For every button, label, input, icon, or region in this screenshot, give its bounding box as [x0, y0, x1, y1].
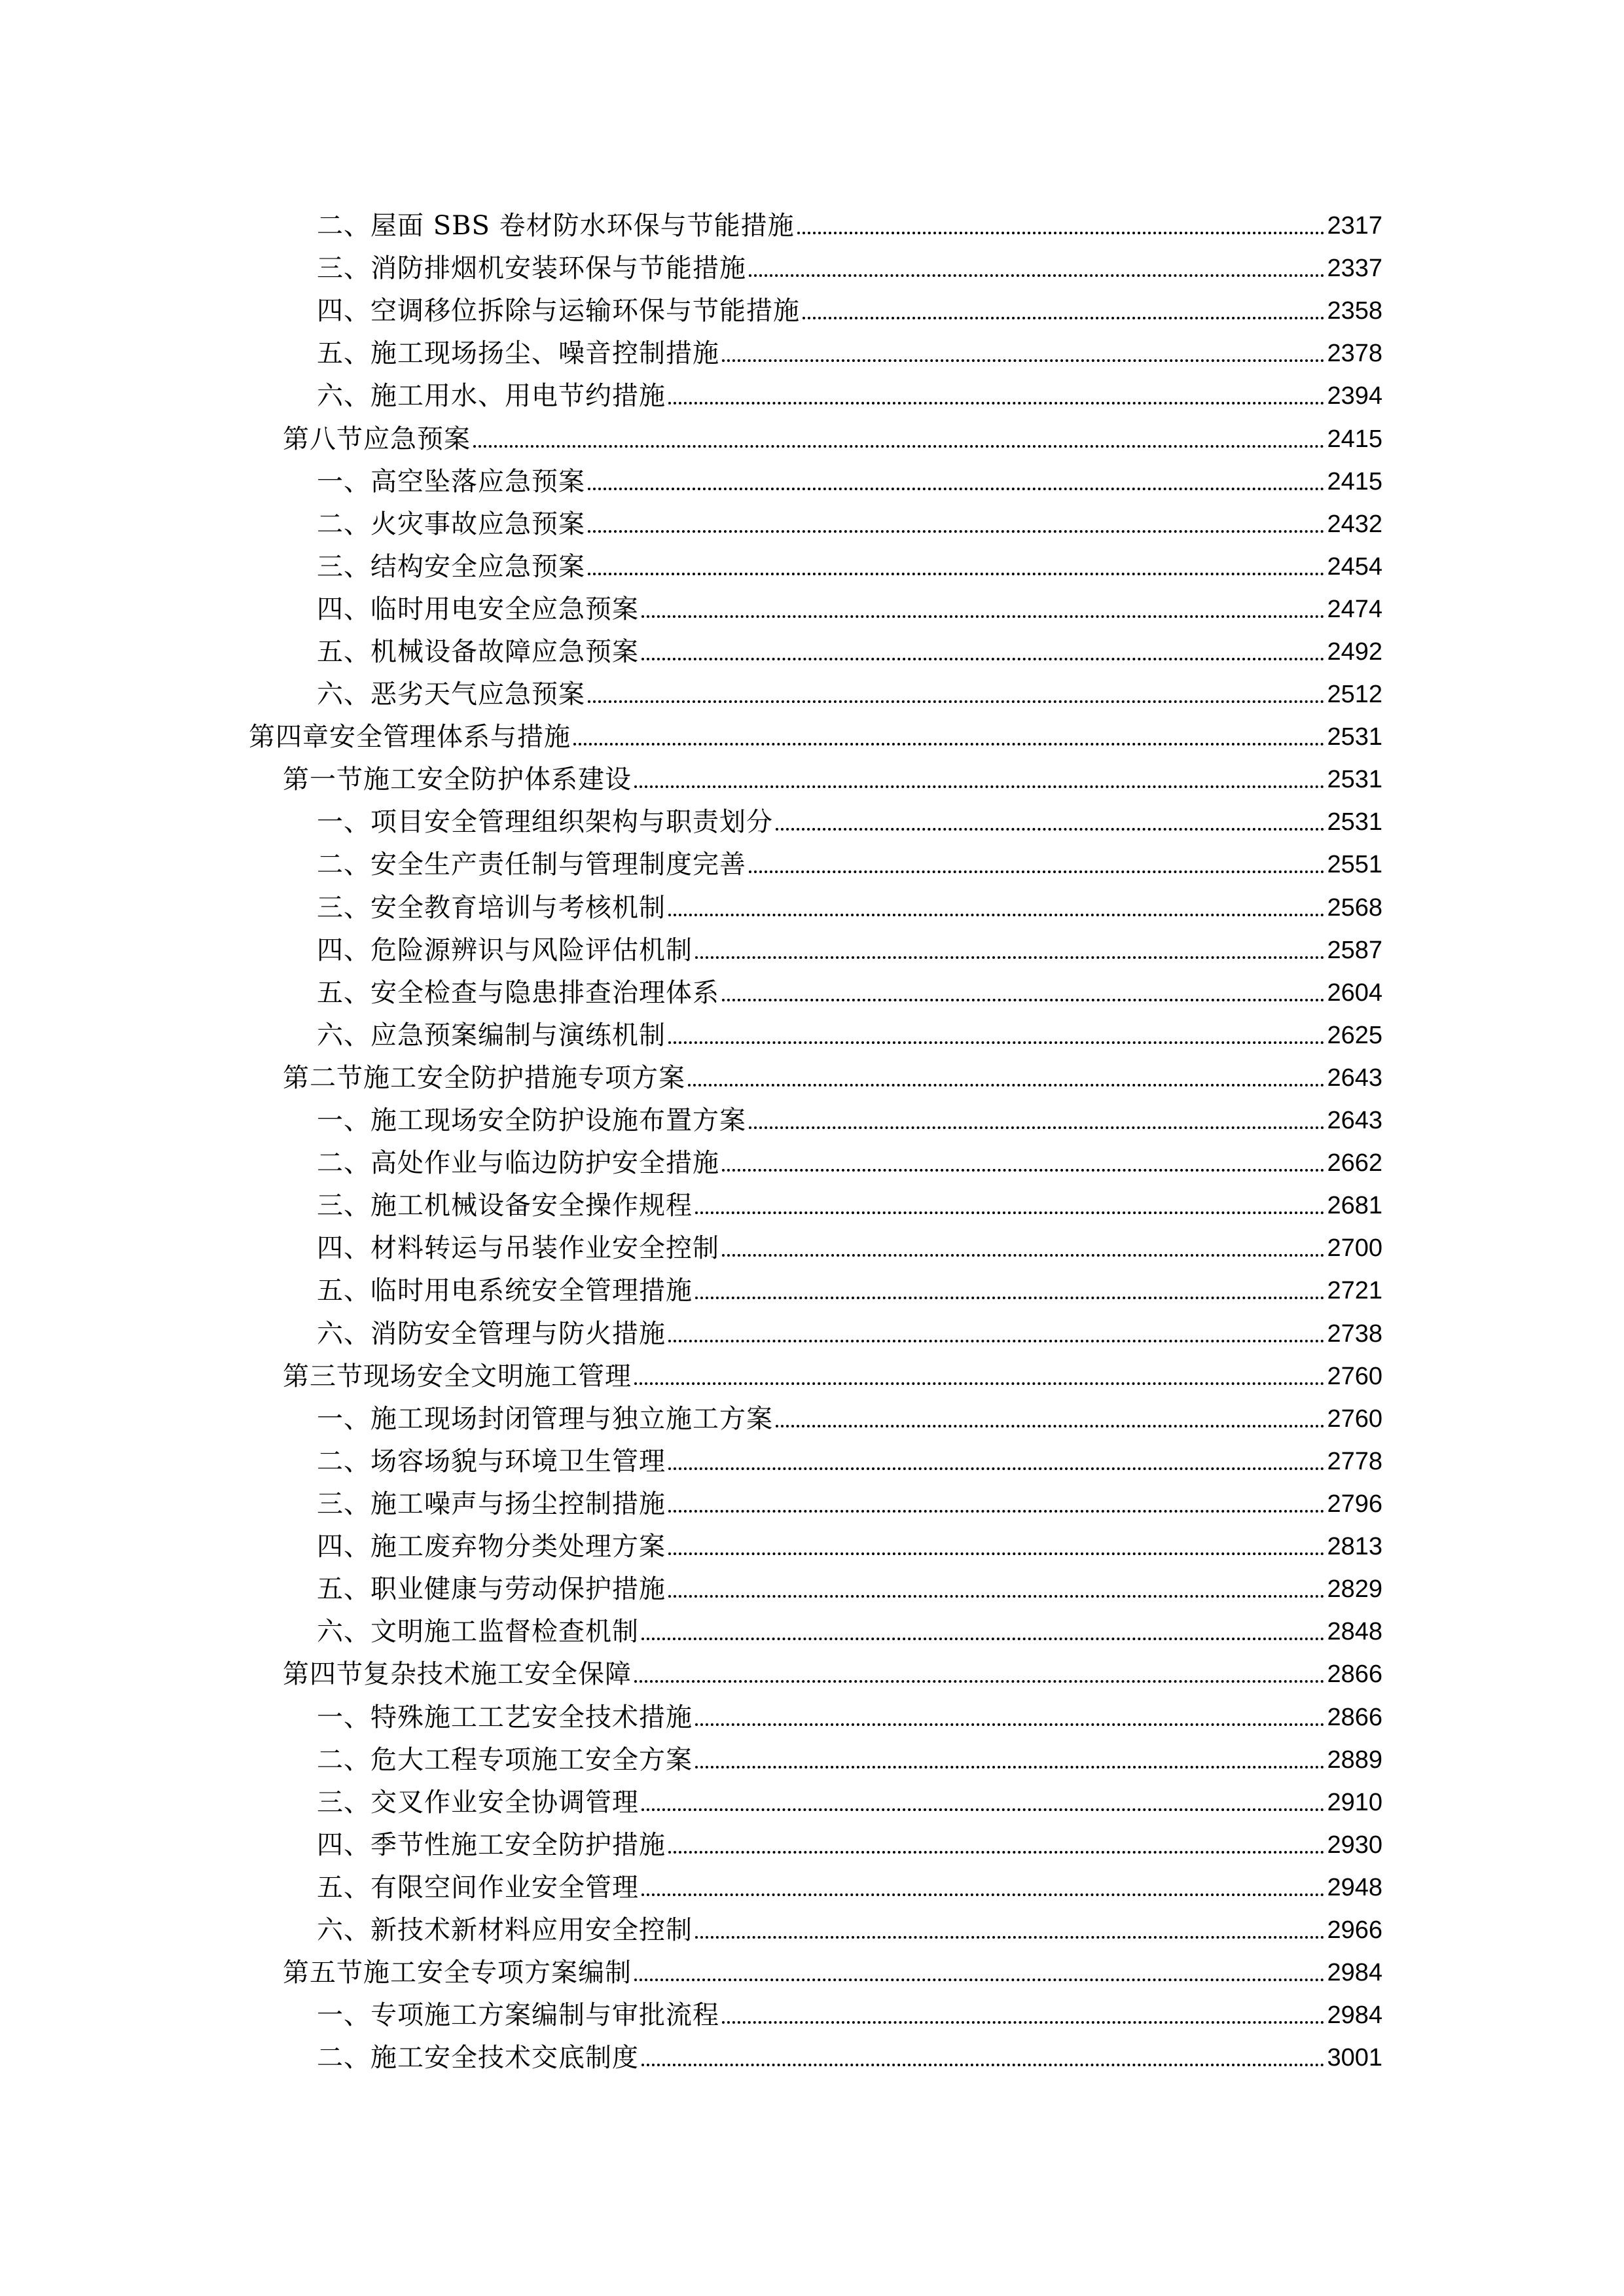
toc-entry[interactable] [317, 497, 1382, 541]
toc-entry[interactable] [317, 881, 1382, 924]
toc-entry[interactable] [283, 1946, 1382, 1989]
toc-entry-title: 第五节施工安全专项方案编制 [283, 1958, 632, 1988]
toc-entry-title: 三、结构安全应急预案 [317, 552, 585, 582]
toc-entry[interactable] [317, 838, 1382, 881]
toc-dot-leader [722, 359, 1324, 362]
toc-entry[interactable] [317, 1861, 1382, 1904]
toc-entry-page-number: 2432 [1327, 511, 1382, 538]
toc-dot-leader [641, 615, 1324, 618]
toc-entry-title: 六、应急预案编制与演练机制 [317, 1020, 666, 1050]
toc-entry-page-number: 2604 [1327, 979, 1382, 1007]
toc-entry-title: 二、火灾事故应急预案 [317, 509, 585, 539]
toc-entry[interactable] [317, 625, 1382, 668]
toc-entry[interactable] [317, 327, 1382, 370]
toc-entry-title: 六、施工用水、用电节约措施 [317, 381, 666, 411]
toc-entry[interactable] [317, 668, 1382, 711]
toc-entry-title: 三、消防排烟机安装环保与节能措施 [317, 253, 746, 283]
toc-entry-page-number: 2643 [1327, 1107, 1382, 1134]
toc-entry-title: 二、场容场貌与环境卫生管理 [317, 1446, 666, 1477]
toc-entry-page-number: 2760 [1327, 1405, 1382, 1433]
toc-entry-page-number: 2551 [1327, 851, 1382, 878]
toc-entry[interactable] [283, 1350, 1382, 1393]
toc-entry[interactable] [317, 455, 1382, 498]
toc-entry-page-number: 2866 [1327, 1660, 1382, 1688]
toc-entry-page-number: 2984 [1327, 1959, 1382, 1986]
toc-dot-leader [588, 700, 1324, 703]
toc-entry-page-number: 2966 [1327, 1916, 1382, 1944]
toc-entry-title: 二、施工安全技术交底制度 [317, 2043, 639, 2073]
toc-entry[interactable] [317, 1988, 1382, 2032]
toc-entry[interactable] [283, 412, 1382, 456]
toc-entry-page-number: 2317 [1327, 212, 1382, 240]
toc-entry[interactable] [317, 1307, 1382, 1350]
toc-entry-page-number: 3001 [1327, 2044, 1382, 2072]
toc-dot-leader [797, 232, 1325, 234]
toc-entry-title: 四、危险源辨识与风险评估机制 [317, 935, 693, 965]
toc-dot-leader [668, 1595, 1324, 1598]
toc-dot-leader [695, 1211, 1324, 1214]
toc-entry-page-number: 2415 [1327, 425, 1382, 453]
toc-entry-title: 一、高空坠落应急预案 [317, 467, 585, 497]
toc-entry[interactable] [317, 540, 1382, 583]
toc-entry[interactable] [317, 242, 1382, 285]
toc-entry-title: 三、施工噪声与扬尘控制措施 [317, 1489, 666, 1519]
toc-entry-page-number: 2512 [1327, 681, 1382, 708]
toc-entry[interactable] [317, 1221, 1382, 1265]
toc-entry[interactable] [317, 284, 1382, 327]
toc-entry-page-number: 2358 [1327, 297, 1382, 325]
toc-dot-leader [695, 956, 1324, 959]
toc-entry-title: 一、特殊施工工艺安全技术措施 [317, 1702, 693, 1732]
toc-entry-page-number: 2721 [1327, 1277, 1382, 1304]
toc-entry-title: 六、新技术新材料应用安全控制 [317, 1915, 693, 1945]
toc-dot-leader [473, 445, 1324, 448]
toc-entry-page-number: 2866 [1327, 1704, 1382, 1731]
toc-entry-title: 五、机械设备故障应急预案 [317, 637, 639, 667]
toc-entry[interactable] [249, 710, 1382, 753]
toc-entry-page-number: 2378 [1327, 340, 1382, 367]
toc-entry[interactable] [317, 2031, 1382, 2074]
toc-dot-leader [588, 530, 1324, 533]
toc-dot-leader [588, 488, 1324, 490]
toc-entry-page-number: 2796 [1327, 1490, 1382, 1518]
toc-entry-page-number: 2531 [1327, 723, 1382, 751]
toc-entry-title: 第三节现场安全文明施工管理 [283, 1361, 632, 1391]
toc-entry[interactable] [317, 1009, 1382, 1052]
toc-entry-title: 五、有限空间作业安全管理 [317, 1873, 639, 1903]
toc-entry-title: 五、安全检查与隐患排查治理体系 [317, 978, 719, 1008]
toc-entry-page-number: 2738 [1327, 1320, 1382, 1348]
toc-entry[interactable] [317, 199, 1382, 242]
toc-entry-page-number: 2415 [1327, 468, 1382, 495]
toc-entry-page-number: 2662 [1327, 1149, 1382, 1177]
toc-entry-title: 三、交叉作业安全协调管理 [317, 1787, 639, 1818]
toc-entry-page-number: 2492 [1327, 638, 1382, 666]
toc-dot-leader [668, 1467, 1324, 1470]
toc-entry-title: 第八节应急预案 [283, 424, 471, 454]
toc-entry[interactable] [317, 795, 1382, 838]
toc-entry-title: 四、空调移位拆除与运输环保与节能措施 [317, 296, 800, 326]
toc-entry-page-number: 2643 [1327, 1064, 1382, 1092]
toc-entry[interactable] [317, 924, 1382, 967]
toc-entry-title: 第四章安全管理体系与措施 [249, 722, 571, 752]
toc-entry[interactable] [317, 1605, 1382, 1648]
toc-dot-leader [722, 1169, 1324, 1172]
toc-entry-title: 四、材料转运与吊装作业安全控制 [317, 1233, 719, 1263]
toc-entry-title: 四、施工废弃物分类处理方案 [317, 1532, 666, 1562]
toc-entry-title: 五、施工现场扬尘、噪音控制措施 [317, 338, 719, 368]
toc-entry[interactable] [317, 1733, 1382, 1776]
toc-entry-page-number: 2829 [1327, 1575, 1382, 1603]
toc-entry-title: 一、项目安全管理组织架构与职责划分 [317, 807, 773, 837]
toc-dot-leader [722, 999, 1324, 1001]
toc-entry-page-number: 2394 [1327, 382, 1382, 410]
toc-entry[interactable] [317, 1179, 1382, 1222]
toc-entry-title: 五、临时用电系统安全管理措施 [317, 1276, 693, 1306]
toc-dot-leader [634, 785, 1324, 788]
toc-entry[interactable] [317, 1392, 1382, 1435]
toc-entry-page-number: 2568 [1327, 894, 1382, 922]
toc-entry[interactable] [317, 1776, 1382, 1819]
toc-dot-leader [573, 743, 1324, 745]
toc-dot-leader [588, 573, 1324, 575]
toc-entry-title: 六、恶劣天气应急预案 [317, 679, 585, 709]
toc-entry[interactable] [283, 1051, 1382, 1094]
toc-entry-page-number: 2910 [1327, 1789, 1382, 1816]
toc-entry[interactable] [317, 369, 1382, 412]
toc-entry-title: 五、职业健康与劳动保护措施 [317, 1574, 666, 1604]
toc-dot-leader [722, 2021, 1324, 2024]
toc-entry-page-number: 2948 [1327, 1874, 1382, 1901]
toc-dot-leader [668, 402, 1324, 404]
toc-entry-page-number: 2531 [1327, 808, 1382, 836]
toc-entry-title: 一、施工现场安全防护设施布置方案 [317, 1105, 746, 1136]
toc-dot-leader [688, 1084, 1324, 1086]
toc-dot-leader [668, 1340, 1324, 1342]
toc-entry[interactable] [317, 1520, 1382, 1563]
toc-dot-leader [749, 274, 1324, 277]
toc-entry-title: 六、文明施工监督检查机制 [317, 1617, 639, 1647]
toc-entry-page-number: 2889 [1327, 1746, 1382, 1774]
toc-entry[interactable] [317, 1094, 1382, 1137]
toc-entry-page-number: 2984 [1327, 2001, 1382, 2029]
toc-entry[interactable] [317, 1477, 1382, 1520]
toc-dot-leader [634, 1382, 1324, 1385]
toc-entry-page-number: 2930 [1327, 1831, 1382, 1859]
toc-entry-title: 二、屋面 SBS 卷材防水环保与节能措施 [317, 211, 795, 241]
toc-entry-title: 二、安全生产责任制与管理制度完善 [317, 850, 746, 880]
toc-entry-page-number: 2778 [1327, 1448, 1382, 1475]
toc-entry[interactable] [317, 966, 1382, 1009]
toc-entry[interactable] [317, 1562, 1382, 1605]
toc-entry-title: 一、专项施工方案编制与审批流程 [317, 2000, 719, 2030]
toc-entry[interactable] [283, 1647, 1382, 1691]
toc-dot-leader [803, 317, 1324, 319]
toc-entry-page-number: 2760 [1327, 1363, 1382, 1390]
toc-dot-leader [722, 1254, 1324, 1257]
toc-entry-page-number: 2700 [1327, 1234, 1382, 1262]
toc-entry[interactable] [283, 753, 1382, 796]
toc-dot-leader [695, 1766, 1324, 1768]
toc-dot-leader [641, 2064, 1324, 2066]
toc-entry-title: 二、危大工程专项施工安全方案 [317, 1745, 693, 1775]
toc-dot-leader [695, 1723, 1324, 1726]
toc-entry-page-number: 2848 [1327, 1618, 1382, 1645]
toc-entry[interactable] [317, 583, 1382, 626]
toc-entry-title: 二、高处作业与临边防护安全措施 [317, 1148, 719, 1178]
toc-entry[interactable] [317, 1691, 1382, 1734]
toc-dot-leader [641, 1638, 1324, 1640]
toc-entry-title: 第一节施工安全防护体系建设 [283, 764, 632, 795]
toc-entry[interactable] [317, 1435, 1382, 1478]
toc-entry-page-number: 2454 [1327, 553, 1382, 581]
toc-entry-page-number: 2625 [1327, 1022, 1382, 1049]
toc-entry-title: 三、安全教育培训与考核机制 [317, 893, 666, 923]
toc-dot-leader [695, 1297, 1324, 1299]
toc-dot-leader [641, 658, 1324, 660]
toc-dot-leader [749, 870, 1324, 873]
toc-dot-leader [695, 1936, 1324, 1939]
toc-entry-title: 四、季节性施工安全防护措施 [317, 1830, 666, 1860]
toc-dot-leader [634, 1680, 1324, 1683]
toc-dot-leader [776, 828, 1324, 831]
toc-entry-page-number: 2474 [1327, 596, 1382, 623]
toc-entry-title: 第二节施工安全防护措施专项方案 [283, 1063, 685, 1093]
toc-entry-page-number: 2587 [1327, 937, 1382, 964]
toc-entry-page-number: 2337 [1327, 255, 1382, 282]
toc-dot-leader [668, 1851, 1324, 1854]
toc-entry-title: 第四节复杂技术施工安全保障 [283, 1659, 632, 1689]
toc-entry-page-number: 2813 [1327, 1533, 1382, 1560]
toc-entry[interactable] [317, 1818, 1382, 1861]
toc-dot-leader [668, 914, 1324, 916]
toc-entry[interactable] [317, 1136, 1382, 1179]
toc-entry-title: 一、施工现场封闭管理与独立施工方案 [317, 1404, 773, 1434]
toc-entry-title: 三、施工机械设备安全操作规程 [317, 1191, 693, 1221]
toc-dot-leader [668, 1510, 1324, 1513]
toc-dot-leader [641, 1808, 1324, 1811]
toc-dot-leader [776, 1425, 1324, 1427]
toc-dot-leader [641, 1893, 1324, 1896]
toc-entry-title: 六、消防安全管理与防火措施 [317, 1319, 666, 1349]
toc-dot-leader [668, 1041, 1324, 1044]
toc-dot-leader [668, 1552, 1324, 1555]
toc-entry-page-number: 2681 [1327, 1192, 1382, 1219]
toc-entry[interactable] [317, 1264, 1382, 1307]
toc-entry-title: 四、临时用电安全应急预案 [317, 594, 639, 624]
toc-entry[interactable] [317, 1903, 1382, 1946]
toc-dot-leader [749, 1126, 1324, 1129]
toc-dot-leader [634, 1979, 1324, 1981]
toc-entry-page-number: 2531 [1327, 766, 1382, 793]
